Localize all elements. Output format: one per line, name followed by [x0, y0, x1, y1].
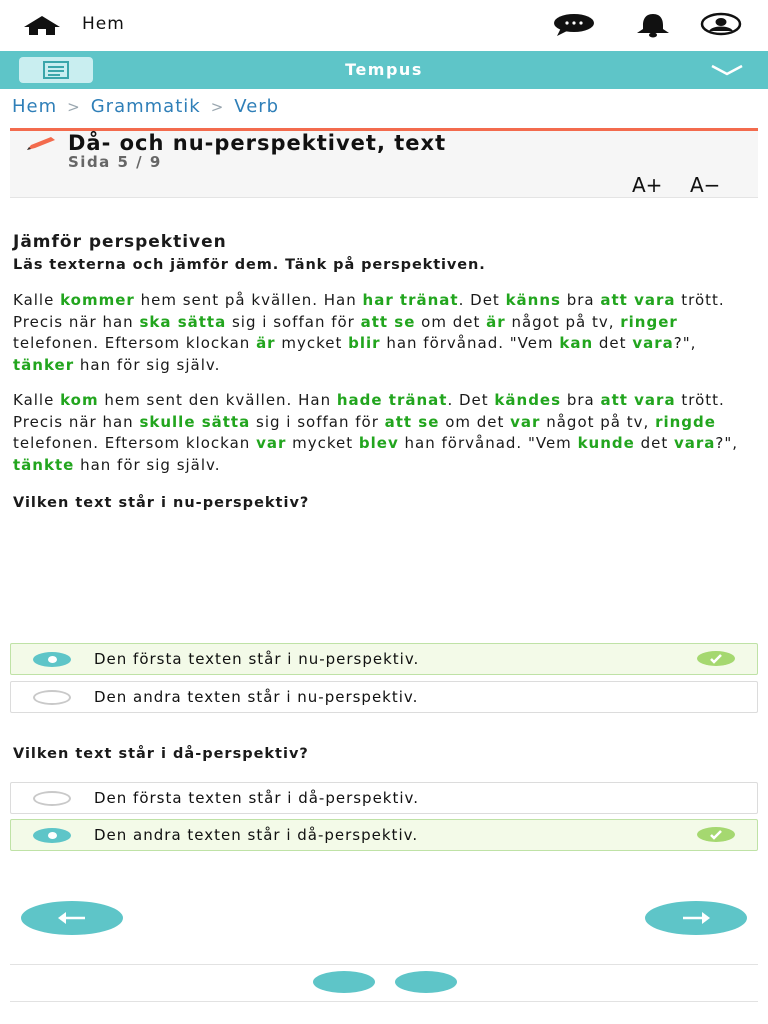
exercise-content [13, 232, 753, 511]
text-segment: sig i soffan för [226, 312, 361, 331]
verb-highlight: kunde [577, 434, 635, 452]
divider [10, 964, 758, 965]
user-icon[interactable] [700, 12, 742, 38]
q2-option-2[interactable] [10, 819, 758, 851]
text-segment: han för sig själv. [74, 455, 221, 474]
verb-highlight: skulle sätta [139, 412, 251, 431]
option-label: Den första texten står i då-perspektiv. [94, 789, 420, 807]
option-label: Den andra texten står i nu-perspektiv. [94, 688, 419, 706]
radio-empty-icon[interactable] [33, 791, 71, 806]
text-segment: mycket [275, 334, 349, 352]
radio-selected-icon[interactable] [33, 828, 71, 843]
text-segment: bra [561, 391, 601, 409]
arrow-right-icon [681, 911, 711, 925]
text-segment: telefonen. Eftersom klockan [13, 334, 257, 352]
text-segment: telefonen. Eftersom klockan [13, 434, 257, 452]
text-segment: trött. Precis när han [13, 291, 725, 331]
option-label: Den andra texten står i då-perspektiv. [94, 826, 419, 844]
pencil-icon [25, 136, 59, 152]
bell-icon[interactable] [632, 12, 674, 38]
page-title: Då- och nu-perspektivet, text [68, 131, 447, 155]
breadcrumb-separator: > [67, 98, 81, 116]
verb-highlight: kändes [494, 391, 562, 409]
instruction: Läs texterna och jämför dem. Tänk på perspektiven. [13, 257, 486, 273]
text-segment: ?", [673, 334, 697, 352]
text-segment: mycket [286, 434, 359, 452]
verb-highlight: ringde [655, 412, 716, 431]
verb-highlight: är [486, 312, 506, 331]
text-segment: om det [415, 312, 487, 331]
title-card [10, 128, 758, 198]
verb-highlight: kan [559, 334, 594, 352]
verb-highlight: är [256, 334, 276, 352]
text-segment: om det [439, 412, 511, 431]
radio-empty-icon[interactable] [33, 690, 71, 705]
next-button[interactable] [645, 901, 747, 935]
verb-highlight: var [510, 412, 541, 431]
text-segment: något på tv, [505, 312, 621, 331]
verb-highlight: ska sätta [139, 312, 227, 331]
text-segment: något på tv, [540, 412, 656, 431]
top-bar [0, 0, 768, 50]
previous-button[interactable] [21, 901, 123, 935]
text-segment: Kalle [13, 391, 61, 409]
verb-highlight: hade tränat [336, 391, 448, 409]
verb-highlight: tänker [13, 355, 75, 374]
breadcrumb-verb[interactable]: Verb [234, 96, 280, 117]
text-segment: det [593, 334, 633, 352]
text-segment: ?", [715, 434, 739, 452]
text-segment: hem sent på kvällen. Han [134, 291, 363, 309]
check-icon [697, 827, 735, 842]
question-2: Vilken text står i då-perspektiv? [13, 746, 309, 762]
home-label[interactable]: Hem [82, 14, 125, 34]
verb-highlight: blev [358, 434, 399, 452]
home-icon[interactable] [22, 14, 62, 36]
verb-highlight: att vara [600, 391, 676, 409]
verb-highlight: att vara [600, 291, 676, 309]
option-label: Den första texten står i nu-perspektiv. [94, 650, 420, 668]
verb-highlight: att se [360, 312, 416, 331]
verb-highlight: känns [505, 291, 561, 309]
pager-dot-2[interactable] [395, 971, 457, 993]
chat-icon[interactable] [553, 12, 595, 38]
section-heading: Jämför perspektiven [13, 232, 227, 252]
font-decrease-button[interactable]: A− [690, 173, 721, 197]
verb-highlight: var [256, 434, 287, 452]
text-segment: trött. Precis när han [13, 391, 725, 431]
text-segment: . Det [458, 291, 506, 309]
text-segment: det [634, 434, 674, 452]
text-segment: han förvånad. "Vem [398, 434, 578, 452]
pager-dot-1[interactable] [313, 971, 375, 993]
verb-highlight: tänkte [13, 455, 75, 474]
check-icon [697, 651, 735, 666]
chevron-down-icon[interactable] [710, 63, 744, 77]
text-segment: han för sig själv. [74, 355, 221, 374]
text-segment: . Det [447, 391, 495, 409]
text-segment: hem sent den kvällen. Han [98, 391, 337, 409]
arrow-left-icon [57, 911, 87, 925]
breadcrumb [12, 96, 279, 117]
verb-highlight: blir [348, 334, 381, 352]
text-past [13, 390, 753, 476]
verb-highlight: vara [673, 434, 716, 452]
q2-option-1[interactable] [10, 782, 758, 814]
font-increase-button[interactable]: A+ [632, 173, 663, 197]
section-title: Tempus [345, 60, 423, 79]
verb-highlight: ringer [620, 312, 678, 331]
text-segment: sig i soffan för [250, 412, 385, 431]
text-segment: han förvånad. "Vem [380, 334, 560, 352]
text-segment: Kalle [13, 291, 61, 309]
q1-option-1[interactable] [10, 643, 758, 675]
verb-highlight: har tränat [362, 291, 459, 309]
q1-option-2[interactable] [10, 681, 758, 713]
breadcrumb-separator: > [210, 98, 225, 116]
text-segment: bra [560, 291, 601, 309]
question-1: Vilken text står i nu-perspektiv? [13, 495, 310, 511]
verb-highlight: vara [632, 334, 674, 352]
text-present [13, 290, 753, 376]
breadcrumb-home[interactable]: Hem [12, 96, 58, 117]
tempus-bar [0, 51, 768, 89]
radio-selected-icon[interactable] [33, 652, 71, 667]
verb-highlight: att se [384, 412, 440, 431]
breadcrumb-grammatik[interactable]: Grammatik [90, 96, 201, 117]
verb-highlight: kommer [60, 291, 135, 309]
verb-highlight: kom [60, 391, 99, 409]
page-number: Sida 5 / 9 [68, 153, 162, 171]
divider [10, 1001, 758, 1002]
